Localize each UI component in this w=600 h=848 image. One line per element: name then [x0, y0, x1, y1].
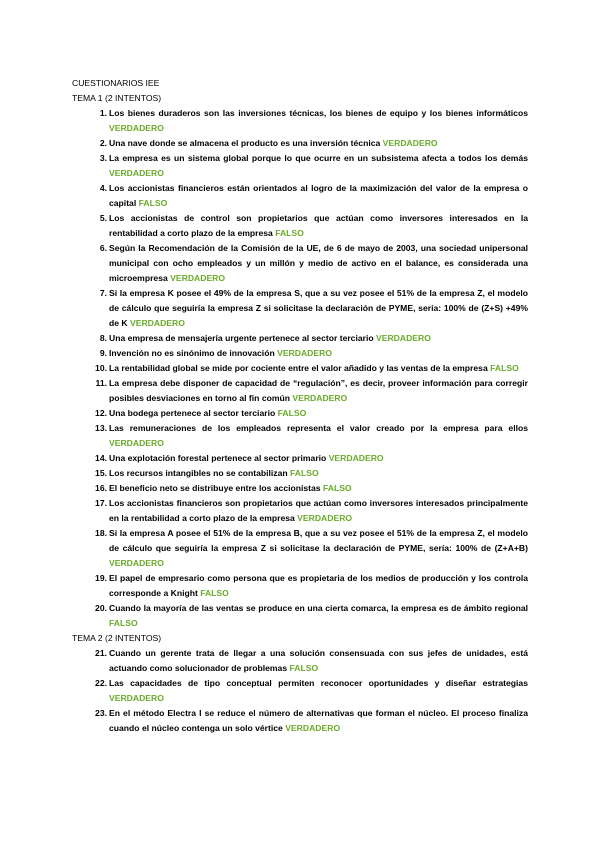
answer-label: FALSO — [322, 483, 352, 493]
answer-label: VERDADERO — [109, 123, 164, 133]
question-text: Las capacidades de tipo conceptual permiten reconocer oportunidades y diseñar estrategias — [109, 678, 528, 688]
question-text: El beneficio neto se distribuye entre los accionistas — [109, 483, 321, 493]
question-text: El papel de empresario como persona que es propietaria de los medios de producción y los controla corresponde a Knight — [109, 573, 528, 598]
answer-label: FALSO — [277, 408, 307, 418]
question-item — [72, 181, 528, 211]
question-item — [72, 496, 528, 526]
question-number: 22. — [95, 678, 107, 688]
question-text: La empresa debe disponer de capacidad de “regulación”, es decir, proveer información para corregir posibles desviaciones en torno al fin común — [109, 378, 528, 403]
question-item — [72, 136, 528, 151]
question-item — [72, 406, 528, 421]
question-text: Si la empresa K posee el 49% de la empresa S, que a su vez posee el 51% de la empresa Z, el modelo de cálculo que seguiría la empresa Z si solicitase la declaración de PYME, sería: 100% de (Z+S) +49% de K — [109, 288, 528, 328]
question-number: 16. — [95, 483, 107, 493]
question-item — [72, 421, 528, 451]
question-item — [72, 706, 528, 736]
answer-label: FALSO — [138, 198, 168, 208]
question-text: Según la Recomendación de la Comisión de la UE, de 6 de mayo de 2003, una sociedad unipersonal municipal con ocho empleados y un millón y medio de activo en el balance, es considerada una microempresa — [109, 243, 528, 283]
question-number: 13. — [95, 423, 107, 433]
question-number: 12. — [95, 408, 107, 418]
answer-label: VERDADERO — [109, 438, 164, 448]
section-tema-2 — [72, 631, 528, 736]
question-number: 8. — [99, 333, 107, 343]
section-title: TEMA 2 (2 INTENTOS) — [72, 633, 162, 643]
question-item — [72, 286, 528, 331]
question-text: Los accionistas de control son propietarios que actúan como inversores interesados en la rentabilidad a corto plazo de la empresa — [109, 213, 528, 238]
document-page — [72, 76, 528, 736]
question-text: La rentabilidad global se mide por cociente entre el valor añadido y las ventas de la empresa — [109, 363, 488, 373]
question-number: 10. — [95, 363, 107, 373]
question-item — [72, 676, 528, 706]
question-item — [72, 241, 528, 286]
answer-label: FALSO — [290, 468, 319, 478]
question-item — [72, 466, 528, 481]
question-list — [72, 646, 528, 736]
question-number: 15. — [95, 468, 107, 478]
question-item — [72, 331, 528, 346]
answer-label: FALSO — [275, 228, 304, 238]
answer-label: VERDADERO — [277, 348, 333, 358]
question-text: Los accionistas financieros son propietarios que actúan como inversores interesados principalmente en la rentabilidad a corto plazo de la empresa — [109, 498, 528, 523]
question-list — [72, 106, 528, 631]
question-item — [72, 106, 528, 136]
document-title: CUESTIONARIOS IEE — [72, 78, 160, 88]
answer-label: VERDADERO — [109, 558, 164, 568]
answer-label: VERDADERO — [376, 333, 431, 343]
question-number: 3. — [99, 153, 107, 163]
question-number: 2. — [99, 138, 107, 148]
section-title: TEMA 1 (2 INTENTOS) — [72, 93, 162, 103]
answer-label: VERDADERO — [297, 513, 353, 523]
answer-label: FALSO — [289, 663, 319, 673]
question-item — [72, 451, 528, 466]
question-text: Una bodega pertenece al sector terciario — [109, 408, 276, 418]
question-number: 1. — [99, 108, 107, 118]
question-text: Si la empresa A posee el 51% de la empresa B, que a su vez posee el 51% de la empresa Z, el modelo de cálculo que seguiría la empresa Z si solicitase la declaración de PYME, sería: 100% de (Z+A+B) — [109, 528, 528, 553]
question-number: 18. — [95, 528, 107, 538]
answer-label: VERDADERO — [109, 693, 164, 703]
answer-label: VERDADERO — [328, 453, 384, 463]
question-text: Los bienes duraderos son las inversiones técnicas, los bienes de equipo y los bienes informáticos — [109, 108, 528, 118]
question-number: 20. — [95, 603, 107, 613]
answer-label: VERDADERO — [130, 318, 185, 328]
question-number: 11. — [95, 378, 107, 388]
question-number: 6. — [99, 243, 107, 253]
question-number: 14. — [95, 453, 107, 463]
question-number: 19. — [95, 573, 107, 583]
question-item — [72, 571, 528, 601]
question-item — [72, 646, 528, 676]
question-text: Una nave donde se almacena el producto es una inversión técnica — [109, 138, 381, 148]
question-item — [72, 151, 528, 181]
question-text: La empresa es un sistema global porque lo que ocurre en un subsistema afecta a todos los demás — [109, 153, 528, 163]
question-number: 21. — [95, 648, 107, 658]
question-item — [72, 376, 528, 406]
question-item — [72, 211, 528, 241]
question-text: Cuando un gerente trata de llegar a una solución consensuada con sus jefes de unidades, está actuando como solucionador de problemas — [109, 648, 528, 673]
question-item — [72, 361, 528, 376]
question-item — [72, 481, 528, 496]
question-text: Los recursos intangibles no se contabilizan — [109, 468, 288, 478]
question-text: Cuando la mayoría de las ventas se produce en una cierta comarca, la empresa es de ámbito regional — [109, 603, 528, 613]
question-number: 9. — [99, 348, 107, 358]
question-number: 17. — [95, 498, 107, 508]
question-text: Una empresa de mensajería urgente pertenece al sector terciario — [109, 333, 374, 343]
question-number: 5. — [99, 213, 107, 223]
question-number: 23. — [95, 708, 107, 718]
answer-label: VERDADERO — [292, 393, 348, 403]
question-text: Invención no es sinónimo de innovación — [109, 348, 275, 358]
answer-label: VERDADERO — [170, 273, 226, 283]
question-text: En el método Electra I se reduce el número de alternativas que forman el núcleo. El proceso finaliza cuando el núcleo contenga un solo vértice — [109, 708, 528, 733]
answer-label: FALSO — [109, 618, 138, 628]
section-tema-1 — [72, 91, 528, 631]
question-number: 4. — [99, 183, 107, 193]
answer-label: FALSO — [200, 588, 229, 598]
question-item — [72, 601, 528, 631]
answer-label: FALSO — [490, 363, 519, 373]
question-text: Una explotación forestal pertenece al sector primario — [109, 453, 327, 463]
question-text: Los accionistas financieros están orientados al logro de la maximización del valor de la empresa o capital — [109, 183, 528, 208]
question-item — [72, 526, 528, 571]
answer-label: VERDADERO — [285, 723, 341, 733]
question-item — [72, 346, 528, 361]
answer-label: VERDADERO — [382, 138, 438, 148]
question-number: 7. — [99, 288, 107, 298]
question-text: Las remuneraciones de los empleados representa el valor creado por la empresa para ellos — [109, 423, 528, 433]
answer-label: VERDADERO — [109, 168, 164, 178]
